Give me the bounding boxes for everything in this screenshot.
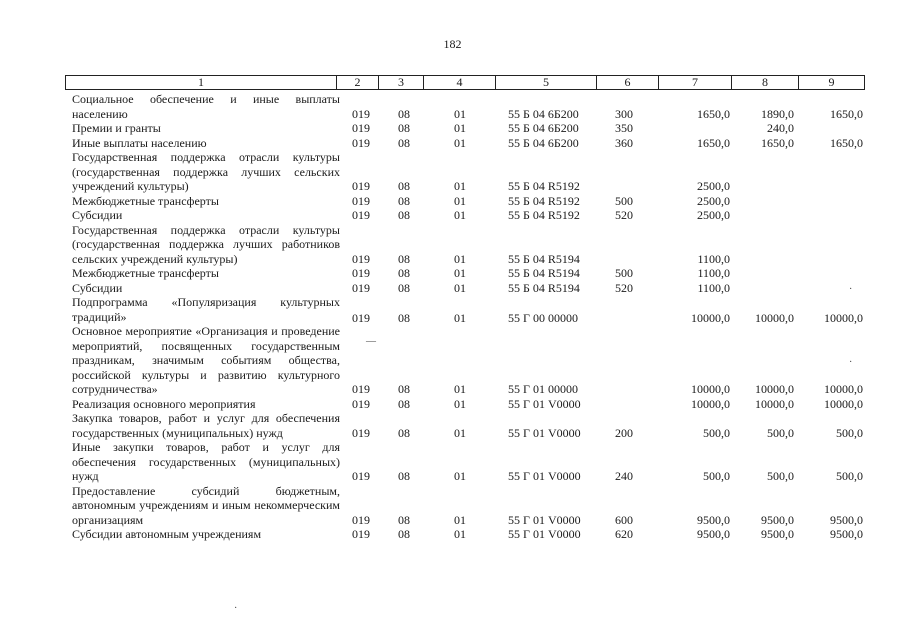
cell-c2: 019	[352, 179, 370, 193]
cell-c7: 10000,0	[691, 382, 730, 396]
cell-c3: 08	[398, 193, 410, 208]
cell-c2: 019	[352, 469, 370, 483]
cell-c8: 10000,0	[755, 382, 794, 396]
cell-c2: 019	[352, 310, 370, 325]
cell-c2: 019	[352, 193, 370, 208]
table-row	[0, 324, 905, 397]
table-body	[0, 92, 905, 542]
cell-c5: 55 Б 04 R5194	[508, 266, 580, 280]
cell-c5: 55 Г 01 V0000	[508, 425, 581, 440]
cell-c4: 01	[454, 193, 466, 208]
row-name: Субсидии автономным учреждениям	[72, 527, 262, 541]
cell-c6: 620	[615, 527, 633, 541]
cell-c4: 01	[454, 396, 466, 411]
cell-c2: 019	[352, 135, 370, 150]
cell-c5: 55 Г 01 00000	[508, 382, 578, 396]
cell-c2: 019	[352, 251, 370, 266]
cell-c2: 019	[352, 106, 370, 121]
cell-c8: 1890,0	[761, 106, 794, 121]
cell-c7: 9500,0	[697, 512, 730, 527]
cell-c6: 500	[615, 266, 633, 280]
cell-c6: 600	[615, 512, 633, 527]
row-name: Основное мероприятие «Организация и проведение мероприятий, посвященных государственным праздникам, значимым событиям общества, российской культуры и развитию культурного сотрудничества»	[72, 324, 340, 396]
scan-dash-mark: —	[366, 336, 376, 347]
cell-c7: 9500,0	[697, 527, 730, 541]
scan-dot-mark: ·	[849, 284, 853, 295]
table-row	[0, 295, 905, 324]
cell-c7: 1100,0	[697, 266, 730, 280]
cell-c4: 01	[454, 310, 466, 325]
row-name: Субсидии	[72, 208, 123, 222]
table-row	[0, 136, 905, 151]
table-row	[0, 484, 905, 528]
column-header-6: 6	[596, 76, 658, 89]
cell-c3: 08	[398, 512, 410, 527]
row-name: Реализация основного мероприятия	[72, 396, 256, 411]
cell-c3: 08	[398, 251, 410, 266]
cell-c3: 08	[398, 179, 410, 193]
cell-c6: 500	[615, 193, 633, 208]
cell-c5: 55 Г 01 V0000	[508, 527, 581, 541]
cell-c8: 9500,0	[761, 512, 794, 527]
cell-c6: 200	[615, 425, 633, 440]
cell-c9: 10000,0	[824, 382, 863, 396]
row-name: Государственная поддержка отрасли культуры (государственная поддержка лучших сельских учреждений культуры)	[72, 150, 340, 193]
cell-c7: 2500,0	[697, 193, 730, 208]
row-name: Государственная поддержка отрасли культуры (государственная поддержка лучших работников сельских учреждений культуры)	[72, 222, 340, 266]
row-name: Закупка товаров, работ и услуг для обеспечения государственных (муниципальных) нужд	[72, 411, 340, 440]
cell-c8: 9500,0	[761, 527, 794, 541]
cell-c9: 500,0	[836, 469, 863, 483]
cell-c3: 08	[398, 425, 410, 440]
cell-c5: 55 Г 00 00000	[508, 310, 578, 325]
row-name: Предоставление субсидий бюджетным, автономным учреждениям и иным некоммерческим организациям	[72, 483, 340, 527]
cell-c9: 10000,0	[824, 310, 863, 325]
table-row	[0, 440, 905, 484]
cell-c4: 01	[454, 425, 466, 440]
cell-c5: 55 Б 04 R5192	[508, 179, 580, 193]
cell-c8: 500,0	[767, 469, 794, 483]
scan-dot-mark: ·	[849, 357, 853, 368]
cell-c9: 1650,0	[830, 135, 863, 150]
cell-c5: 55 Б 04 6Б200	[508, 135, 579, 150]
cell-c4: 01	[454, 106, 466, 121]
cell-c8: 500,0	[767, 425, 794, 440]
cell-c2: 019	[352, 512, 370, 527]
cell-c6: 520	[615, 208, 633, 222]
cell-c5: 55 Б 04 6Б200	[508, 121, 579, 135]
scan-dot-mark: ·	[234, 603, 238, 614]
cell-c4: 01	[454, 280, 466, 295]
column-header-8: 8	[731, 76, 798, 89]
cell-c2: 019	[352, 425, 370, 440]
cell-c7: 2500,0	[697, 208, 730, 222]
column-header-7: 7	[658, 76, 731, 89]
cell-c3: 08	[398, 106, 410, 121]
cell-c7: 2500,0	[697, 179, 730, 193]
row-name: Премии и гранты	[72, 121, 161, 135]
cell-c7: 10000,0	[691, 396, 730, 411]
cell-c6: 300	[615, 106, 633, 121]
column-header-2: 2	[336, 76, 378, 89]
cell-c3: 08	[398, 382, 410, 396]
column-header-3: 3	[378, 76, 423, 89]
cell-c8: 1650,0	[761, 135, 794, 150]
column-header-9: 9	[798, 76, 864, 89]
cell-c2: 019	[352, 527, 370, 541]
cell-c4: 01	[454, 208, 466, 222]
row-name: Подпрограмма «Популяризация культурных традиций»	[72, 295, 340, 324]
cell-c4: 01	[454, 135, 466, 150]
cell-c3: 08	[398, 396, 410, 411]
table-row	[0, 121, 905, 136]
cell-c3: 08	[398, 280, 410, 295]
cell-c5: 55 Б 04 R5192	[508, 208, 580, 222]
cell-c3: 08	[398, 266, 410, 280]
table-row	[0, 150, 905, 194]
cell-c7: 500,0	[703, 469, 730, 483]
cell-c3: 08	[398, 527, 410, 541]
cell-c3: 08	[398, 469, 410, 483]
cell-c4: 01	[454, 251, 466, 266]
column-header-5: 5	[495, 76, 596, 89]
cell-c5: 55 Б 04 R5194	[508, 251, 580, 266]
cell-c2: 019	[352, 121, 370, 135]
table-row	[0, 266, 905, 281]
cell-c3: 08	[398, 135, 410, 150]
cell-c4: 01	[454, 512, 466, 527]
cell-c4: 01	[454, 527, 466, 541]
cell-c4: 01	[454, 266, 466, 280]
column-header-1: 1	[198, 75, 204, 89]
table-row	[0, 208, 905, 223]
cell-c5: 55 Г 01 V0000	[508, 469, 581, 483]
cell-c6: 240	[615, 469, 633, 483]
cell-c2: 019	[352, 266, 370, 280]
row-name: Социальное обеспечение и иные выплаты населению	[72, 92, 340, 121]
cell-c5: 55 Б 04 R5194	[508, 280, 580, 295]
table-row	[0, 223, 905, 267]
row-name: Иные выплаты населению	[72, 135, 207, 150]
row-name: Межбюджетные трансферты	[72, 266, 219, 280]
cell-c6: 520	[615, 280, 633, 295]
cell-c5: 55 Б 04 R5192	[508, 193, 580, 208]
cell-c4: 01	[454, 121, 466, 135]
cell-c4: 01	[454, 469, 466, 483]
cell-c3: 08	[398, 208, 410, 222]
cell-c2: 019	[352, 280, 370, 295]
cell-c6: 350	[615, 121, 633, 135]
table-row	[0, 281, 905, 296]
cell-c7: 1100,0	[697, 280, 730, 295]
cell-c3: 08	[398, 121, 410, 135]
cell-c2: 019	[352, 396, 370, 411]
table-row	[0, 194, 905, 209]
cell-c5: 55 Б 04 6Б200	[508, 106, 579, 121]
table-row	[0, 527, 905, 542]
table-row	[0, 92, 905, 121]
cell-c6: 360	[615, 135, 633, 150]
row-name: Иные закупки товаров, работ и услуг для обеспечения государственных (муниципальных) нужд	[72, 440, 340, 483]
cell-c5: 55 Г 01 V0000	[508, 512, 581, 527]
cell-c2: 019	[352, 208, 370, 222]
cell-c5: 55 Г 01 V0000	[508, 396, 581, 411]
cell-c8: 240,0	[767, 121, 794, 135]
table-row	[0, 397, 905, 412]
cell-c8: 10000,0	[755, 396, 794, 411]
cell-c7: 1650,0	[697, 106, 730, 121]
cell-c9: 1650,0	[830, 106, 863, 121]
cell-c4: 01	[454, 382, 466, 396]
cell-c2: 019	[352, 382, 370, 396]
cell-c3: 08	[398, 310, 410, 325]
cell-c7: 1100,0	[697, 251, 730, 266]
column-header-4: 4	[423, 76, 495, 89]
cell-c8: 10000,0	[755, 310, 794, 325]
cell-c9: 9500,0	[830, 527, 863, 541]
table-row	[0, 411, 905, 440]
cell-c7: 1650,0	[697, 135, 730, 150]
cell-c9: 10000,0	[824, 396, 863, 411]
row-name: Межбюджетные трансферты	[72, 193, 219, 208]
table-header	[65, 75, 865, 90]
row-name: Субсидии	[72, 280, 123, 295]
cell-c7: 500,0	[703, 425, 730, 440]
page-number: 182	[443, 37, 462, 51]
cell-c9: 500,0	[836, 425, 863, 440]
cell-c7: 10000,0	[691, 310, 730, 325]
cell-c4: 01	[454, 179, 466, 193]
cell-c9: 9500,0	[830, 512, 863, 527]
